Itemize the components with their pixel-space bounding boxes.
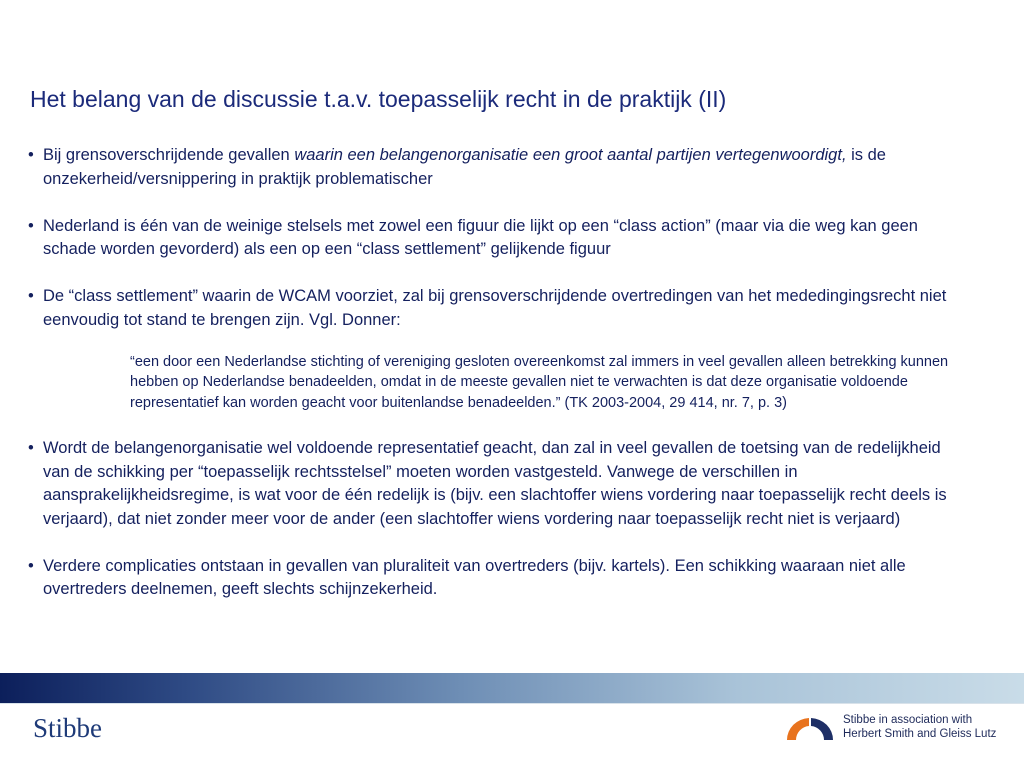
slide-content: [28, 144, 968, 625]
bullet-4: • Wordt de belangenorganisatie wel voldoende representatief geacht, dan zal in veel gevallen de toetsing van de redelijkheid van de schikking per “toepasselijk rechtsstelsel” moeten worden vastgesteld. Vanwege de verschillen in aansprakelijkheidsregime, is wat voor de één redelijk is (bijv. een slachtoffer wiens vordering naar toepasselijk recht deels is verjaard), dat niet zonder meer voor de ander (een slachtoffer wiens vordering naar toepasselijk recht niet is verjaard): [28, 437, 968, 531]
bullet-5: • Verdere complicaties ontstaan in gevallen van pluraliteit van overtreders (bijv. kartels). Een schikking waaraan niet alle overtreders deelnemen, geeft slechts schijnzekerheid.: [28, 555, 968, 602]
association-logo-icon: [786, 715, 834, 741]
slide-title: Het belang van de discussie t.a.v. toepasselijk recht in de praktijk (II): [30, 86, 727, 112]
bullet-2: • Nederland is één van de weinige stelsels met zowel een figuur die lijkt op een “class action” (maar via die weg kan geen schade worden gevorderd) als een op een “class settlement” gelijkende figuur: [28, 215, 968, 262]
association-line-1: Stibbe in association with: [843, 714, 973, 726]
bullet-1-italic: waarin een belangenorganisatie een groot aantal partijen vertegenwoordigt,: [294, 146, 847, 164]
donner-quote: “een door een Nederlandse stichting of vereniging gesloten overeenkomst zal immers in veel gevallen alleen betrekking kunnen hebben op Nederlandse benadeelden, omdat in de meeste gevallen niet te verwachten is dat deze organisatie voldoende representatief kan worden geacht voor buitenlandse benadeelden.” (TK 2003-2004, 29 414, nr. 7, p. 3): [130, 353, 949, 411]
bullet-1-text-end: is de onzekerheid/versnippering in praktijk problematischer: [43, 146, 886, 188]
footer-gradient-band: [0, 673, 1024, 703]
association-line-2: Herbert Smith and Gleiss Lutz: [843, 728, 997, 740]
logo-orange-arc: [787, 718, 809, 740]
footer-divider: [0, 703, 1024, 704]
association-text: [843, 713, 996, 741]
bullet-1: [28, 144, 968, 191]
logo-navy-arc: [811, 718, 833, 740]
stibbe-logo: Stibbe: [33, 713, 103, 743]
bullet-1-text: Bij grensoverschrijdende gevallen: [43, 146, 295, 164]
bullet-3: • De “class settlement” waarin de WCAM voorziet, zal bij grensoverschrijdende overtredingen van het mededingingsrecht niet eenvoudig tot stand te brengen zijn. Vgl. Donner:: [28, 285, 968, 332]
